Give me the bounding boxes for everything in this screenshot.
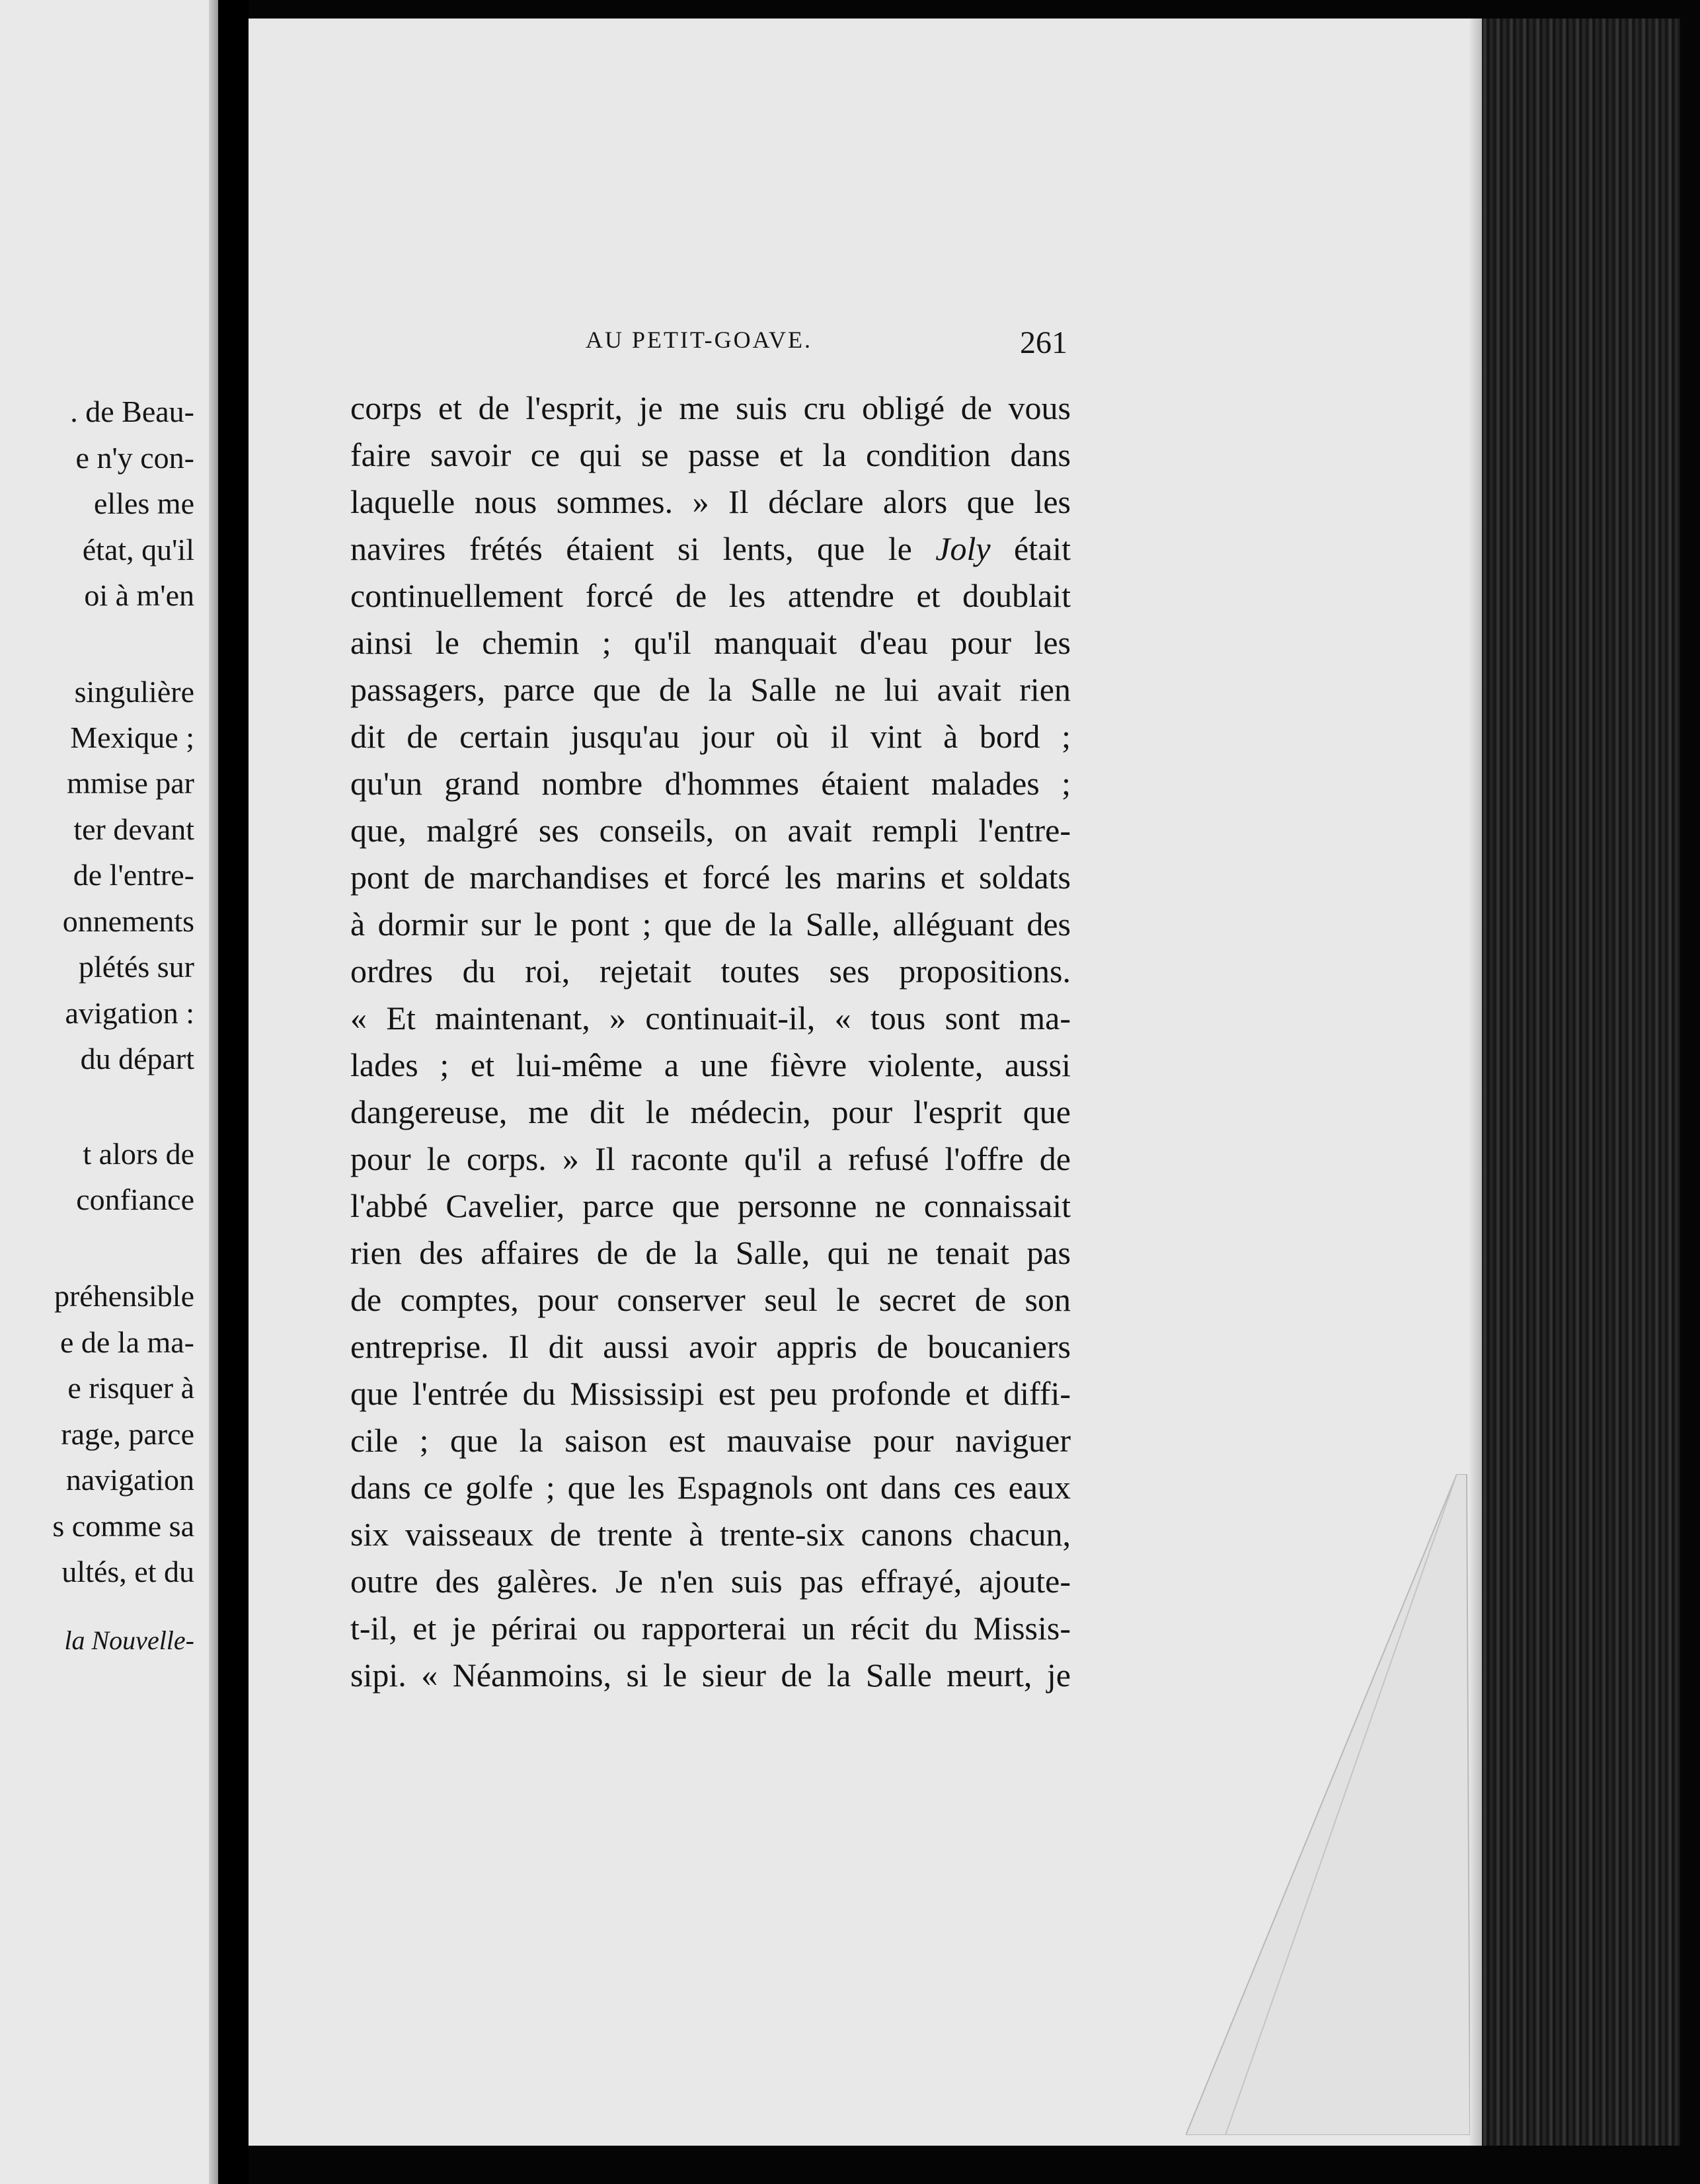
body-text-line: dit de certain jusqu'au jour où il vint à bord ; bbox=[350, 718, 1071, 755]
left-page bbox=[0, 0, 218, 2184]
page-edge-shadow bbox=[1469, 19, 1482, 2146]
left-page-line: confiance bbox=[76, 1183, 194, 1216]
left-page-line: . de Beau- bbox=[70, 395, 194, 428]
body-text-line: sipi. « Néanmoins, si le sieur de la Salle meurt, je bbox=[350, 1657, 1071, 1694]
left-page-gutter-shadow bbox=[209, 0, 218, 2184]
left-page-line: t alors de bbox=[83, 1137, 194, 1171]
folded-page-corner bbox=[1186, 1474, 1470, 2135]
body-text-segment: était bbox=[1013, 530, 1071, 567]
body-text-line: continuellement forcé de les attendre et doublait bbox=[350, 577, 1071, 614]
body-text-line: cile ; que la saison est mauvaise pour naviguer bbox=[350, 1422, 1071, 1459]
body-text-line: ainsi le chemin ; qu'il manquait d'eau pour les bbox=[350, 624, 1071, 661]
left-page-line: oi à m'en bbox=[84, 578, 194, 612]
left-page-line: e n'y con- bbox=[75, 441, 194, 475]
body-text-line: entreprise. Il dit aussi avoir appris de boucaniers bbox=[350, 1328, 1071, 1365]
left-page-footnote: la Nouvelle- bbox=[64, 1625, 194, 1655]
body-text-line: dans ce golfe ; que les Espagnols ont dans ces eaux bbox=[350, 1469, 1071, 1506]
body-text-line: pont de marchandises et forcé les marins et soldats bbox=[350, 859, 1071, 896]
body-text-line: pour le corps. » Il raconte qu'il a refusé l'offre de bbox=[350, 1140, 1071, 1177]
ship-name-italic: Joly bbox=[935, 530, 991, 567]
body-text-line: que, malgré ses conseils, on avait rempli l'entre- bbox=[350, 812, 1071, 849]
body-text-segment: navires frétés étaient si lents, que le bbox=[350, 530, 912, 567]
page-number: 261 bbox=[1020, 325, 1067, 360]
left-page-line: rage, parce bbox=[61, 1417, 194, 1451]
left-page-line: e de la ma- bbox=[59, 1325, 194, 1359]
left-page-line: du départ bbox=[80, 1042, 194, 1075]
left-page-line: Mexique ; bbox=[70, 721, 194, 754]
body-text-line: passagers, parce que de la Salle ne lui avait rien bbox=[350, 671, 1071, 708]
body-text-line: six vaisseaux de trente à trente-six canons chacun, bbox=[350, 1516, 1071, 1553]
left-page-line: avigation : bbox=[65, 996, 194, 1030]
body-text-line: l'abbé Cavelier, parce que personne ne connaissait bbox=[350, 1187, 1071, 1224]
body-text-line: qu'un grand nombre d'hommes étaient malades ; bbox=[350, 765, 1071, 802]
body-text-line: que l'entrée du Mississipi est peu profonde et diffi- bbox=[350, 1375, 1071, 1412]
left-page-line: ter devant bbox=[73, 812, 194, 846]
left-page-line: s comme sa bbox=[52, 1509, 194, 1543]
book-spine-shadow bbox=[218, 0, 249, 2184]
running-head: AU PETIT-GOAVE. bbox=[586, 327, 813, 353]
page-edges-block bbox=[1482, 19, 1680, 2146]
left-page-line: e risquer à bbox=[67, 1371, 194, 1405]
body-text-line bbox=[350, 532, 1071, 565]
left-page-line: elles me bbox=[94, 487, 194, 520]
left-page-line: navigation bbox=[65, 1463, 194, 1497]
left-page-line: singulière bbox=[74, 675, 194, 709]
body-text-line: ordres du roi, rejetait toutes ses propositions. bbox=[350, 953, 1071, 990]
body-text-line: « Et maintenant, » continuait-il, « tous sont ma- bbox=[350, 999, 1071, 1036]
body-text-line: faire savoir ce qui se passe et la condition dans bbox=[350, 436, 1071, 473]
left-page-line: ultés, et du bbox=[61, 1555, 194, 1588]
body-text-line: corps et de l'esprit, je me suis cru obligé de vous bbox=[350, 389, 1071, 426]
left-page-line: état, qu'il bbox=[82, 533, 194, 566]
left-page-line: de l'entre- bbox=[73, 858, 194, 892]
left-page-line: mmise par bbox=[67, 766, 194, 800]
body-text-line: t-il, et je périrai ou rapporterai un récit du Missis- bbox=[350, 1610, 1071, 1647]
body-text-line: rien des affaires de de la Salle, qui ne tenait pas bbox=[350, 1234, 1071, 1271]
left-page-line: préhensible bbox=[54, 1279, 194, 1313]
body-text-line: à dormir sur le pont ; que de la Salle, alléguant des bbox=[350, 906, 1071, 943]
left-page-line: plétés sur bbox=[78, 950, 194, 984]
body-text-line: lades ; et lui-même a une fièvre violente, aussi bbox=[350, 1046, 1071, 1083]
body-text-line: laquelle nous sommes. » Il déclare alors que les bbox=[350, 483, 1071, 520]
left-page-line: onnements bbox=[62, 904, 194, 938]
body-text-line: dangereuse, me dit le médecin, pour l'esprit que bbox=[350, 1093, 1071, 1130]
body-text-line: outre des galères. Je n'en suis pas effrayé, ajoute- bbox=[350, 1563, 1071, 1600]
body-text-line: de comptes, pour conserver seul le secret de son bbox=[350, 1281, 1071, 1318]
